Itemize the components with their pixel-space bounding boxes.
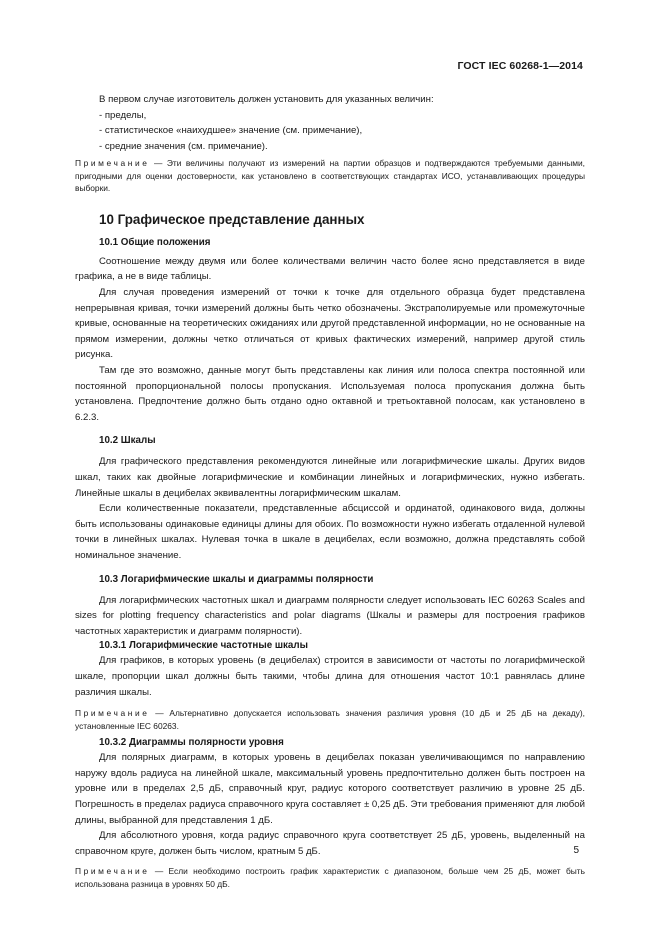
list-item: - пределы,	[99, 109, 147, 121]
subsubsection-title: 10.3.2 Диаграммы полярности уровня	[99, 737, 284, 749]
paragraph: Там где это возможно, данные могут быть представлены как линия или полоса спектра постоянной или постоянной пропорциональной полосы пропускания. Используемая полоса пропускания должна быть установлена. Предпочтение должно быть отдано одно октавной и третьоктавной полосам, как установлено в 6.2.3.	[75, 365, 585, 423]
note-label: Примечание	[75, 708, 150, 719]
note-label: Примечание	[75, 866, 150, 877]
list-item: - средние значения (см. примечание).	[99, 140, 268, 152]
note-text: — Эти величины получают из измерений на партии образцов и подтверждаются требуемыми данными, пригодными для оценки достоверности, как установлено в соответствующих стандартах ИСО, устанавливающих процедуры выборки.	[75, 158, 585, 194]
list-item: - статистическое «наихудшее» значение (см. примечание),	[99, 125, 363, 137]
paragraph: Для абсолютного уровня, когда радиус справочного круга соответствует 25 дБ, уровень, выделенный на справочном круге, должен быть числом, кратным 5 дБ.	[75, 830, 585, 857]
subsection-title: 10.1 Общие положения	[99, 236, 211, 248]
section-title: 10 Графическое представление данных	[99, 211, 365, 227]
paragraph: Для логарифмических частотных шкал и диаграмм полярности следует использовать IEC 60263 Scales and sizes for plotting frequency characteristics and polar diagrams (Шкалы и размеры для построения графиков частотных характеристик и диаграмм полярности).	[75, 594, 585, 637]
note	[75, 865, 585, 890]
standard-header: ГОСТ IEC 60268-1—2014	[457, 60, 583, 72]
paragraph: Соотношение между двумя или более количествами величин часто более ясно представляется в виде графика, а не в виде таблицы.	[75, 255, 585, 283]
subsubsection-title: 10.3.1 Логарифмические частотные шкалы	[99, 640, 308, 652]
subsection-title: 10.2 Шкалы	[99, 435, 156, 447]
page-number: 5	[573, 845, 579, 856]
note-text: — Если необходимо построить график характеристик с диапазоном, больше чем 25 дБ, может быть использована разница в уровнях 50 дБ.	[75, 866, 585, 889]
paragraph: Для графического представления рекомендуются линейные или логарифмические шкалы. Других видов шкал, таких как двойные логарифмические и комбинации линейных и логарифмических, нужно избегать. Линейные шкалы в децибелах эквивалентны логарифмическим шкалам.	[75, 456, 585, 499]
page-content	[75, 92, 585, 890]
subsection-title: 10.3 Логарифмические шкалы и диаграммы полярности	[99, 573, 374, 585]
paragraph: Для случая проведения измерений от точки к точке для отдельного образца будет представлена непрерывная кривая, точки измерений должны быть четко обозначены. Экстраполируемые или промежуточные кривые, основанные на теоретических ожиданиях или другой представленной информации, но не основанные на прямом измерении, должны четко отличаться от кривых фактических измерений, например другой стиль рисунка.	[75, 287, 585, 361]
note-label: Примечание	[75, 158, 150, 169]
intro-lead: В первом случае изготовитель должен установить для указанных величин:	[99, 94, 434, 105]
paragraph: Для графиков, в которых уровень (в децибелах) строится в зависимости от частоты по логарифмической шкале, пропорции шкал должны быть такими, чтобы длина для отношения частот 10:1 равнялась длине различия шкалы.	[75, 655, 585, 698]
note	[75, 707, 585, 732]
note	[75, 157, 585, 195]
note-text: — Альтернативно допускается использовать значения различия уровня (10 дБ и 25 дБ на декаду), установленные IEC 60263.	[75, 708, 585, 731]
paragraph: Для полярных диаграмм, в которых уровень в децибелах показан увеличивающимся по направлению наружу вдоль радиуса на линейной шкале, максимальный уровень предпочтительно должен быть построен на уровне или в пределах 2,5 дБ, справочный круг, радиус которого соответствует различию в уровне 25 дБ. Погрешность в пределах радиуса справочного круга составляет ± 0,25 дБ. Эти требования применяют для любой длины, выбранной для представления 1 дБ.	[75, 752, 585, 826]
paragraph: Если количественные показатели, представленные абсциссой и ординатой, одинакового вида, должны быть использованы одинаковые единицы длины для обоих. По возможности нужно избегать отдаленной нулевой точки в линейных шкалах. Нулевая точка в шкале в децибелах, если возможно, должна представлять собой номинальное значение.	[75, 503, 585, 561]
